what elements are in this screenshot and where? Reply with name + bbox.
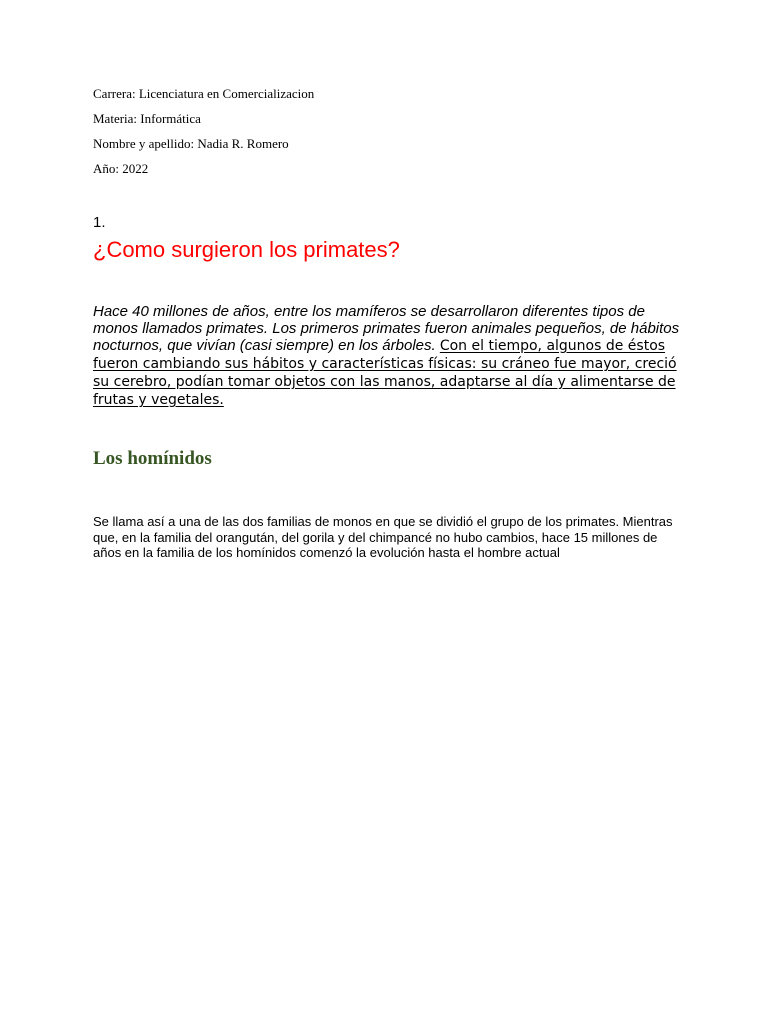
student-name-line: Nombre y apellido: Nadia R. Romero (93, 136, 289, 151)
section-number: 1. (93, 214, 106, 231)
document-page (93, 86, 683, 561)
subject-line: Materia: Informática (93, 111, 201, 126)
hominidos-paragraph: Se llama así a una de las dos familias de monos en que se dividió el grupo de los primates. Mientras que, en la familia del orangután, del gorila y del chimpancé no hubo cambios, hace 15 millones de años en la familia de los homínidos comenzó la evolución hasta el hombre actual (93, 514, 673, 560)
page-title: ¿Como surgieron los primates? (93, 237, 400, 262)
career-line: Carrera: Licenciatura en Comercializacion (93, 86, 315, 101)
primates-paragraph-italic: Hace 40 millones de años, entre los mamíferos se desarrollaron diferentes tipos de monos llamados primates. Los primeros primates fueron animales pequeños, de hábitos nocturnos, que vivían (casi siempre) en los árboles. (93, 303, 680, 354)
hominidos-heading: Los homínidos (93, 448, 212, 469)
primates-paragraph-underlined: Con el tiempo, algunos de éstos fueron cambiando sus hábitos y características físicas: su cráneo fue mayor, creció su cerebro, podían tomar objetos con las manos, adaptarse al día y alimentarse de frutas y vegetales. (93, 338, 677, 408)
year-line: Año: 2022 (93, 161, 149, 176)
primates-paragraph (93, 303, 683, 409)
